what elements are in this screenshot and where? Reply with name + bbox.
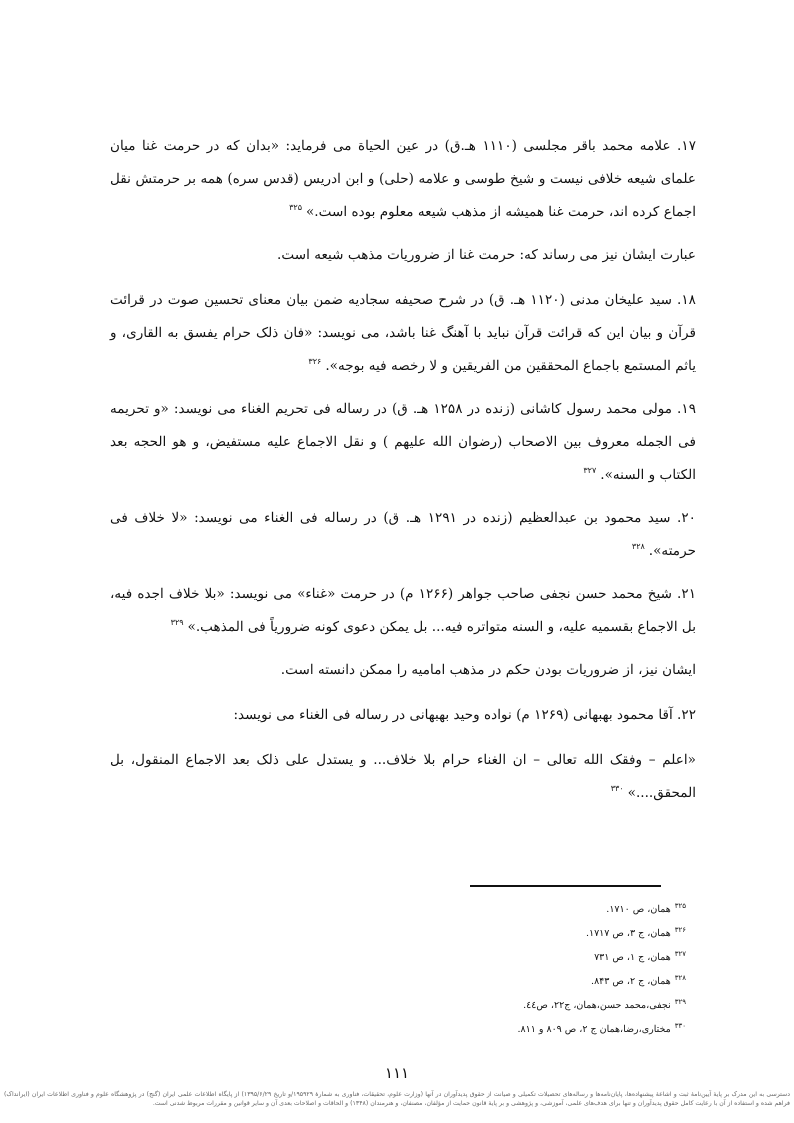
paragraph-19 <box>110 393 696 492</box>
footnote-325 <box>266 898 686 922</box>
footnote-328 <box>266 970 686 994</box>
paragraph-20 <box>110 502 696 568</box>
footnote-number: ۳۳۰ <box>674 1021 686 1030</box>
paragraph-text: ۱۸. سید علیخان مدنی (۱۱۲۰ هـ. ق) در شرح صحیفه سجادیه ضمن بیان معنای تحسین صوت در قرائت قرآن و بیان این که قرائت قرآن نباید با آهنگ غنا باشد، می نویسد: «فان ذلک حرام یفسق به القاری، و یاثم المستمع باجماع المحققین من الفریقین و لا رخصه فیه بوجه». <box>110 292 696 374</box>
footnote-327 <box>266 946 686 970</box>
paragraph-text: ۲۱. شیخ محمد حسن نجفی صاحب جواهر (۱۲۶۶ م) در حرمت «غناء» می نویسد: «بلا خلاف اجده فیه، بل الاجماع بقسمیه علیه، و السنه متواتره فیه... بل یمکن دعوی کونه ضروریاً فی المذهب.» <box>110 586 696 635</box>
paragraph-22-quote <box>110 744 696 810</box>
footnote-326 <box>266 922 686 946</box>
copyright-notice: دسترسی به این مدرک بر پایهٔ آیین‌نامهٔ ثبت و اشاعهٔ پیشنهاده‌ها، پایان‌نامه‌ها و رساله‌های تحصیلات تکمیلی و صیانت از حقوق پدیدآوران در آنها (وزارت علوم، تحقیقات، فناوری به شمارهٔ ۱۹۵۹۲۹/و تاریخ ۱۳۹۵/۶/۲۹) از پایگاه اطلاعات علمی ایران (گنج) در پژوهشگاه علوم و فناوری اطلاعات ایران (ایرانداک) فراهم شده و استفاده از آن با رعایت کامل حقوق پدیدآوران و تنها برای هدف‌های علمی، آموزشی، و پژوهشی و بر پایهٔ قانون حمایت از مؤلفان، مصنفان، و هنرمندان (۱۳۴۸) و الحاقات و اصلاحات بعدی آن و سایر قوانین و مقررات مربوط شدنی است. <box>4 1091 790 1107</box>
footnote-text: همان، ج ۳، ص ۱۷۱۷. <box>585 928 671 939</box>
paragraph-comment-17 <box>110 239 696 272</box>
page-number: ۱۱۱ <box>384 1064 410 1082</box>
footnote-number: ۳۲۷ <box>674 949 686 958</box>
footnote-ref: ۳۲۵ <box>289 203 302 213</box>
footnote-separator <box>470 885 661 887</box>
footnote-text: همان، ج ۲، ص ۸۴۳. <box>591 976 671 987</box>
footnote-ref: ۳۲۷ <box>583 466 597 476</box>
footnote-number: ۳۲۸ <box>674 973 686 982</box>
paragraph-22 <box>110 699 696 732</box>
footnote-text: همان، ج ۱، ص ۷۳۱ <box>594 952 671 963</box>
footnote-text: همان، ص ۱۷۱۰. <box>606 904 671 915</box>
paragraph-comment-21 <box>110 654 696 687</box>
paragraph-17 <box>110 130 696 229</box>
footnote-number: ۳۲۵ <box>674 901 686 910</box>
footnotes <box>266 898 686 1042</box>
body-text <box>110 130 696 820</box>
footnote-ref: ۳۲۶ <box>308 357 322 367</box>
footnote-number: ۳۲۹ <box>674 997 686 1006</box>
footnote-330 <box>266 1018 686 1042</box>
paragraph-21 <box>110 578 696 644</box>
footnote-number: ۳۲۶ <box>674 925 686 934</box>
footnote-text: مختاری،رضا،همان ج ۲، ص ۸۰۹ و ۸۱۱. <box>517 1024 671 1035</box>
paragraph-text: ایشان نیز، از ضروریات بودن حکم در مذهب امامیه را ممکن دانسته است. <box>280 662 696 678</box>
paragraph-text: ۱۷. علامه محمد باقر مجلسی (۱۱۱۰ هـ.ق) در عین الحیاة می فرماید: «بدان که در حرمت غنا میان علمای شیعه خلافی نیست و شیخ طوسی و علامه (حلی) و ابن ادریس (قدس سره) همه بر حرمتش نقل اجماع کرده اند، حرمت غنا همیشه از مذهب شیعه معلوم بوده است.» <box>110 138 696 220</box>
paragraph-text: «اعلم – وفقک الله تعالی – ان الغناء حرام بلا خلاف... و یستدل علی ذلک بعد الاجماع المنقول، بل المحقق....» <box>110 752 696 801</box>
paragraph-text: ۲۲. آقا محمود بهبهانی (۱۲۶۹ م) نواده وحید بهبهانی در رساله فی الغناء می نویسد: <box>233 707 696 723</box>
footnote-ref: ۳۳۰ <box>610 784 624 794</box>
paragraph-text: ۱۹. مولی محمد رسول کاشانی (زنده در ۱۲۵۸ هـ. ق) در رساله فی تحریم الغناء می نویسد: «و تحریمه فی الجمله معروف بین الاصحاب (رضوان الله علیهم ) و نقل الاجماع علیه مستفیض، و هو الحجه بعد الکتاب و السنه». <box>110 401 696 483</box>
paragraph-18 <box>110 284 696 383</box>
footnote-329 <box>266 994 686 1018</box>
paragraph-text: عبارت ایشان نیز می رساند که: حرمت غنا از ضروریات مذهب شیعه است. <box>277 247 696 263</box>
footnote-text: نجفی،محمد حسن،همان، ج۲۲، ص٤٤. <box>523 1000 671 1011</box>
footnote-ref: ۳۲۹ <box>170 618 184 628</box>
footnote-ref: ۳۲۸ <box>631 542 645 552</box>
paragraph-text: ۲۰. سید محمود بن عبدالعظیم (زنده در ۱۲۹۱ هـ. ق) در رساله فی الغناء می نویسد: «لا خلاف فی حرمته». <box>110 510 696 559</box>
